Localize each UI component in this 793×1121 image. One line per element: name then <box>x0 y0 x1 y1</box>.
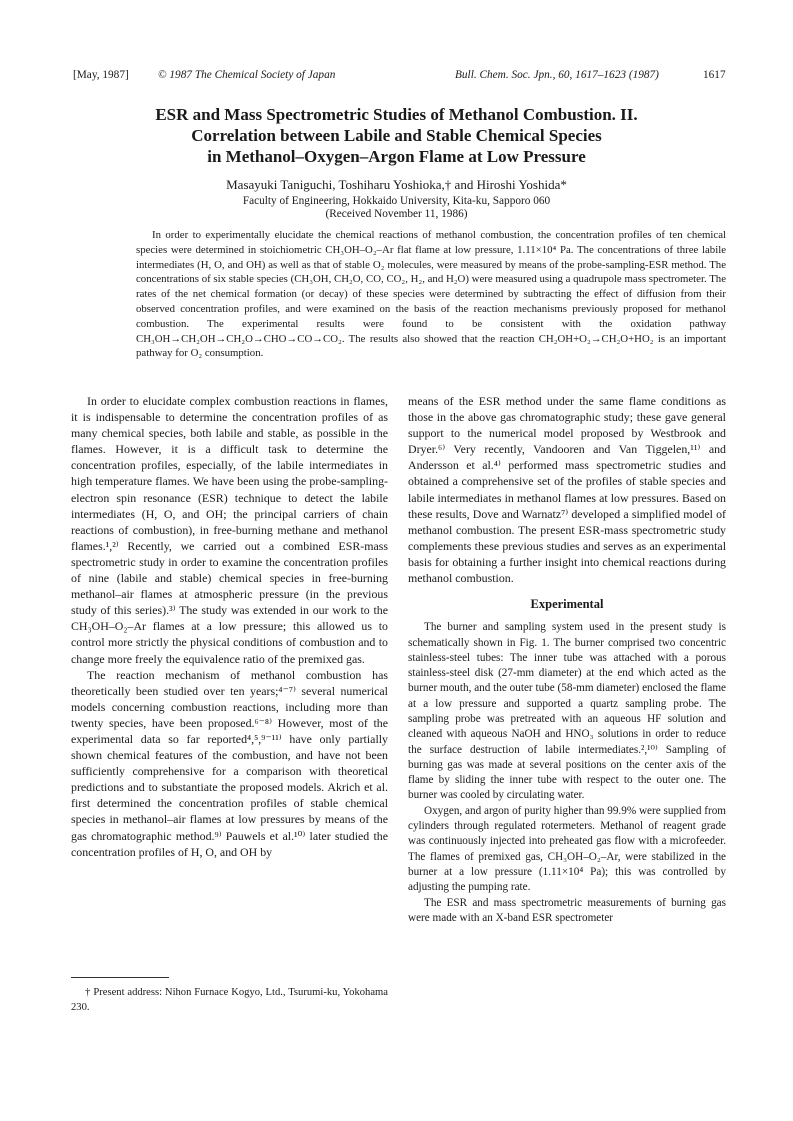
title-line: in Methanol–Oxygen–Argon Flame at Low Pressure <box>207 147 586 166</box>
running-header <box>0 69 793 85</box>
article-title <box>60 104 733 167</box>
experimental-section <box>408 620 726 926</box>
received-date: (Received November 11, 1986) <box>325 208 468 220</box>
body-paragraph: The ESR and mass spectrometric measurements of burning gas were made with an X-band ESR spectrometer <box>408 896 726 924</box>
abstract: In order to experimentally elucidate the chemical reactions of methanol combustion, the concentration profiles of ten chemical species were determined in stoichiometric CH₃OH–O₂–Ar flat flame at low pressure, 1.11×10⁴ Pa. The concentrations of three labile intermediates (H, O, and OH) as well as that of stable O₂ molecules, were measured by means of the probe-sampling-ESR method. The concentrations of six stable species (CH₃OH, CH₂O, CO, CO₂, H₂, and H₂O) were measured using a quadrupole mass spectrometer. The rates of the net chemical formation (or decay) of these species were determined by subtracting the effect of diffusion from their observed concentration profiles, and were examined on the basis of the reaction mechanisms previously proposed for methanol combustion. The experimental results were found to be consistent with the oxidation pathway CH₃OH→CH₂OH→CH₂O→CHO→CO→CO₂. The results also showed that the reaction CH₂OH+O₂→CH₂O+HO₂ is an important pathway for O₂ consumption. <box>136 229 726 360</box>
title-line: Correlation between Labile and Stable Chemical Species <box>191 126 602 145</box>
body-paragraph: means of the ESR method under the same flame conditions as those in the above gas chromatographic study; these gave general support to the numerical model proposed by Westbrook and Dryer.⁶⁾ Very recently, Vandooren and Van Tiggelen,¹¹⁾ and Andersson et al.⁴⁾ performed mass spectrometric studies and obtained a comprehensive set of the profiles of stable species and labile intermediates in methanol flames at low pressures. Based on these results, Dove and Warnatz⁷⁾ developed a simplified model of methanol combustion. The present ESR-mass spectrometric study complements these previous studies and serves as an experimental basis for obtaining a further insight into chemical reactions during methanol combustion. <box>408 394 726 586</box>
journal-citation: Bull. Chem. Soc. Jpn., 60, 1617–1623 (1987) <box>455 69 659 81</box>
title-line: ESR and Mass Spectrometric Studies of Methanol Combustion. II. <box>155 105 638 124</box>
body-paragraph: Oxygen, and argon of purity higher than 99.9% were supplied from cylinders through regulated rotermeters. Methanol of reagent grade was continuously injected into preheated gas flow with a microfeeder. The flames of premixed gas, CH₃OH–O₂–Ar, were stabilized in the burner at a low pressure (1.11×10⁴ Pa); this was controlled by adjusting the pumping rate. <box>408 804 726 894</box>
footnote: † Present address: Nihon Furnace Kogyo, Ltd., Tsurumi-ku, Yokohama 230. <box>71 987 388 1013</box>
copyright-notice: © 1987 The Chemical Society of Japan <box>158 69 336 81</box>
section-heading-experimental: Experimental <box>530 597 604 612</box>
body-paragraph: In order to elucidate complex combustion reactions in flames, it is indispensable to determine the concentration profiles of as many chemical species, both labile and stable, as possible in the flames. However, it is a difficult task to determine the concentration profiles, especially, of the labile intermediates in high temperature flames. We have been using the probe-sampling-electron spin resonance (ESR) technique to detect the labile intermediates (H, O, and OH; the principal carriers of chain reactions of combustion), in free-burning methane and methanol flames.¹,²⁾ Recently, we carried out a combined ESR-mass spectrometric study in order to examine the concentration profiles of nine (labile and stable) chemical species in free-burning methanol–air flames at atmospheric pressure (in the previous study of this series).³⁾ The study was extended in our work to the CH₃OH–O₂–Ar flames at a low pressure; this allowed us to control more strictly the physical conditions of combustion and to change more freely the equivalence ratio of the premixed gas. <box>71 394 388 666</box>
body-paragraph: The reaction mechanism of methanol combustion has theoretically been studied over ten years;⁴⁻⁷⁾ several numerical models concerning combustion reactions, including more than twenty species, have been proposed.⁶⁻⁸⁾ However, most of the experimental data so far reported⁴,⁵,⁹⁻¹¹⁾ have only partially shown chemical features of the combustion, and have not been sufficiently comprehensive for a comparison with theoretical predictions and to substantiate the proposed models. Akrich et al. first determined the concentration profiles of stable chemical species in methanol–air flames at low pressures by means of the gas chromatographic method.⁹⁾ Pauwels et al.¹⁰⁾ later studied the concentration profiles of H, O, and OH by <box>71 667 388 859</box>
footnote-divider <box>71 977 169 978</box>
affiliation: Faculty of Engineering, Hokkaido University, Kita-ku, Sapporo 060 <box>242 195 551 207</box>
page-number: 1617 <box>703 69 726 81</box>
author-list: Masayuki Taniguchi, Toshiharu Yoshioka,† and Hiroshi Yoshida* <box>226 177 567 192</box>
right-column <box>408 393 726 926</box>
issue-date: [May, 1987] <box>73 69 129 81</box>
left-column <box>71 393 388 860</box>
body-paragraph: The burner and sampling system used in the present study is schematically shown in Fig. 1. The burner comprised two concentric stainless-steel tubes: The inner tube was attached with a porous stainless-steel disk (27-mm diameter) at the end which acted as the burner mouth, and the outer tube (58-mm diameter) enclosed the flame at a low pressure and supported a quartz sampling probe. The sampling probe was pretreated with an aqueous HF solution and cleaned with aqueous NaOH and HNO₃ solutions in order to reduce the surface destruction of labile intermediates.²,¹⁰⁾ Sampling of burning gas was made at several positions on the center axis of the flame by sliding the inner tube with respect to the outer one. The burner was cooled by circulating water. <box>408 621 726 802</box>
